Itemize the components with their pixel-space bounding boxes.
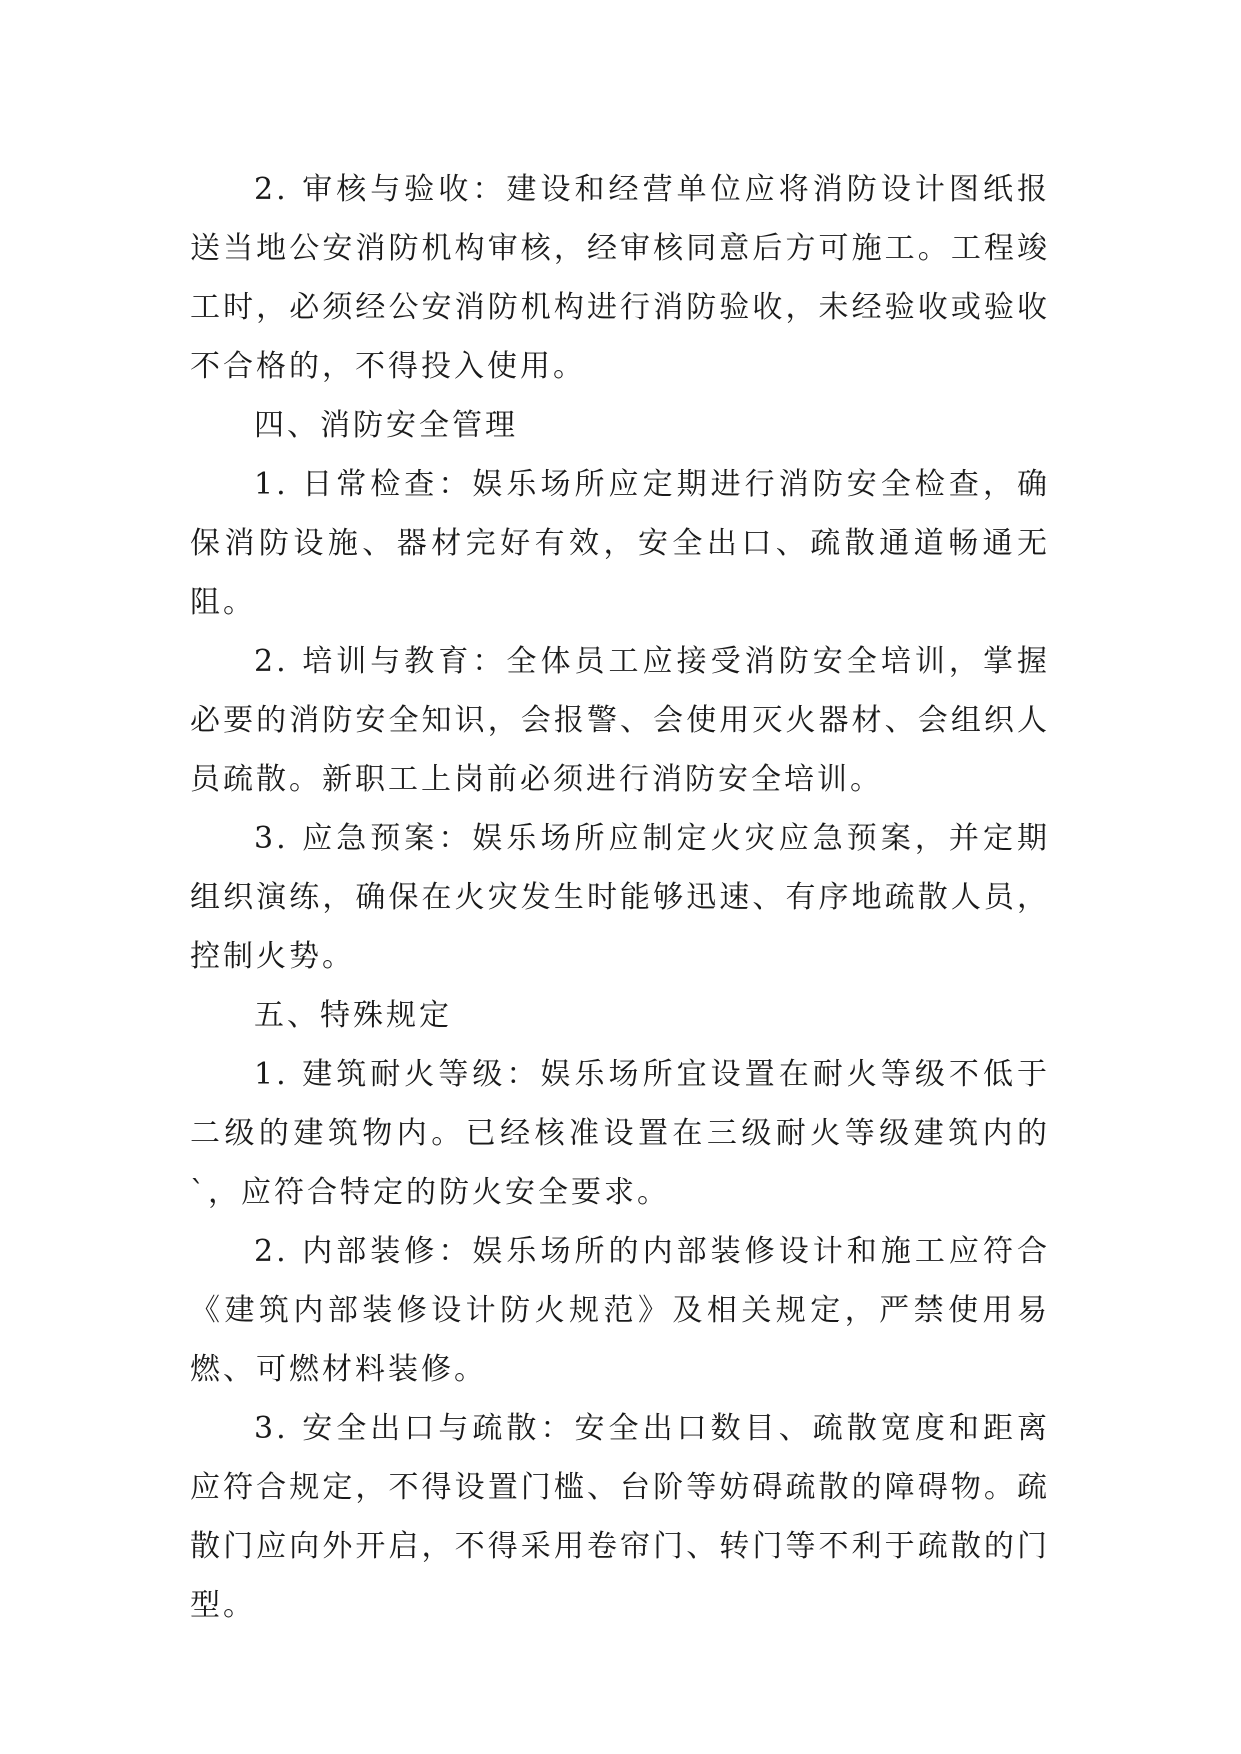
paragraph-emergency-plan: 3. 应急预案：娱乐场所应制定火灾应急预案，并定期组织演练，确保在火灾发生时能够迅速、有序地疏散人员，控制火势。 — [190, 821, 1050, 974]
document-body — [190, 160, 1050, 1635]
paragraph-review-acceptance: 2. 审核与验收：建设和经营单位应将消防设计图纸报送当地公安消防机构审核，经审核同意后方可施工。工程竣工时，必须经公安消防机构进行消防验收，未经验收或验收不合格的，不得投入使用。 — [190, 172, 1050, 384]
paragraph-fire-resistance-rating: 1. 建筑耐火等级：娱乐场所宜设置在耐火等级不低于二级的建筑物内。已经核准设置在三级耐火等级建筑内的`，应符合特定的防火安全要求。 — [190, 1057, 1050, 1210]
section-heading-special-provisions: 五、特殊规定 — [254, 998, 452, 1033]
section-heading-fire-safety-management: 四、消防安全管理 — [254, 408, 518, 443]
paragraph-interior-decoration: 2. 内部装修：娱乐场所的内部装修设计和施工应符合《建筑内部装修设计防火规范》及相关规定，严禁使用易燃、可燃材料装修。 — [190, 1234, 1050, 1387]
paragraph-daily-inspection: 1. 日常检查：娱乐场所应定期进行消防安全检查，确保消防设施、器材完好有效，安全出口、疏散通道畅通无阻。 — [190, 467, 1050, 620]
paragraph-training-education: 2. 培训与教育：全体员工应接受消防安全培训，掌握必要的消防安全知识，会报警、会使用灭火器材、会组织人员疏散。新职工上岗前必须进行消防安全培训。 — [190, 644, 1050, 797]
paragraph-exits-evacuation: 3. 安全出口与疏散：安全出口数目、疏散宽度和距离应符合规定，不得设置门槛、台阶等妨碍疏散的障碍物。疏散门应向外开启，不得采用卷帘门、转门等不利于疏散的门型。 — [190, 1411, 1050, 1623]
